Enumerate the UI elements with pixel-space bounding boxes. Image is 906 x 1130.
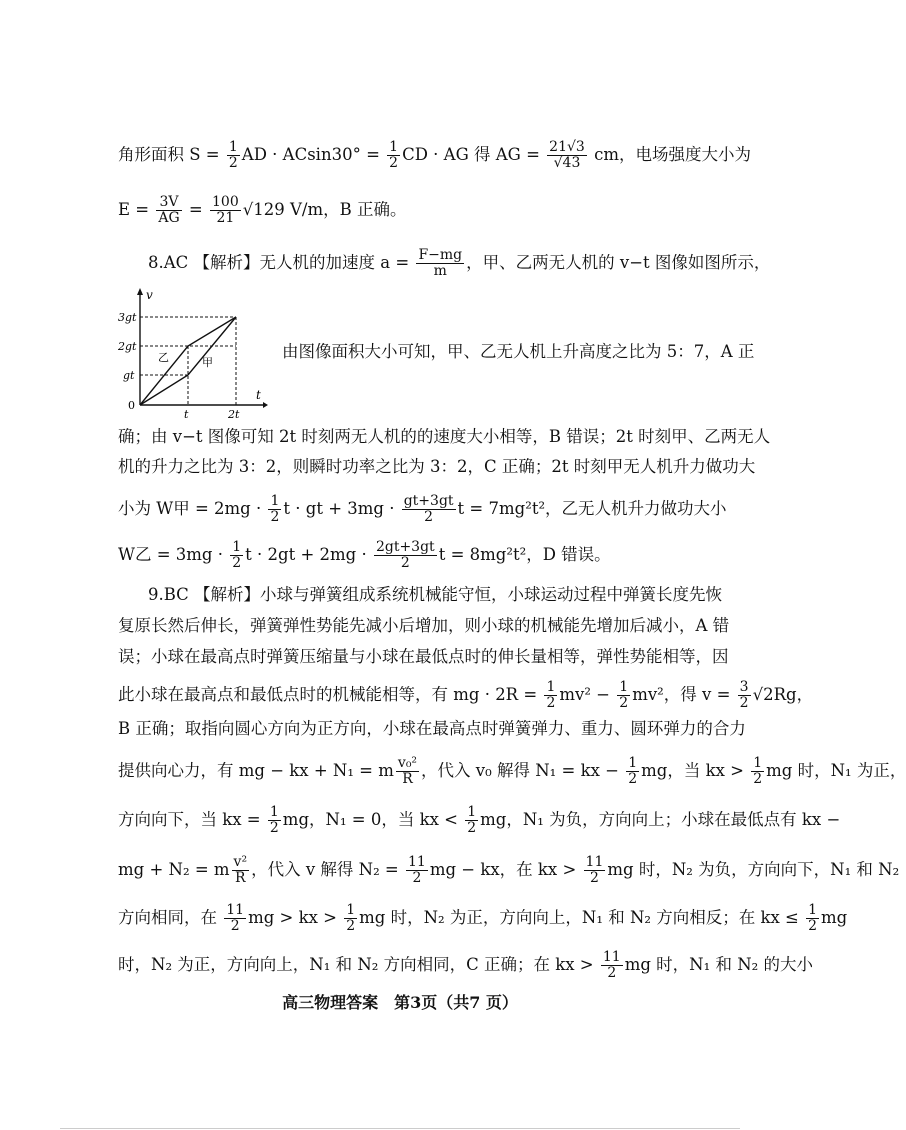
y-tick-label: gt [123, 369, 135, 382]
fraction: $\frac{3V}{AG}$ [158, 194, 180, 226]
fraction: $\frac{\text{v₀²}}{R}$ [397, 755, 418, 787]
text-line-1 [118, 139, 751, 171]
bottom-divider [60, 1128, 740, 1129]
text-line-4: 由图像面积大小可知，甲、乙无人机上升高度之比为 5：7，A 正 [282, 342, 755, 361]
fraction: $\frac{11}{2}$ [602, 949, 621, 981]
series-label-jia: 甲 [202, 356, 213, 369]
text-segment: E = [118, 200, 155, 219]
x-tick-label: t [184, 408, 189, 421]
text-segment: cm，电场强度大小为 [588, 145, 751, 164]
fraction: $\frac{1}{2}$ [346, 902, 356, 934]
fraction: $\frac{11}{2}$ [585, 854, 604, 886]
fraction: $\frac{\text{v²}}{R}$ [233, 854, 248, 886]
fraction: $\frac{1}{2}$ [270, 493, 280, 525]
text-line-15: 方向向下，当 kx = $\frac{1}{2}$ mg，N₁ = 0，当 kx < $\frac{1}{2}$ mg，N₁ 为负，方向向上；小球在最低点有 kx − [118, 804, 841, 836]
text-segment: ，甲、乙两无人机的 v−t 图像如图所示， [466, 253, 771, 272]
text-line-6: 机的升力之比为 3：2，则瞬时功率之比为 3：2，C 正确；2t 时刻甲无人机升力做功大 [118, 457, 756, 476]
fraction: $\frac{2gt+3gt}{2}$ [375, 539, 435, 571]
text-segment: 8.AC 【解析】无人机的加速度 a = [148, 253, 415, 272]
t-axis-arrow [263, 402, 268, 408]
fraction: $\frac{3}{2}$ [739, 679, 749, 711]
fraction: $\frac{100}{21}$ [212, 194, 239, 226]
text-line-18: 时，N₂ 为正，方向向上，N₁ 和 N₂ 方向相同，C 正确；在 kx > $\frac{11}{2}$ mg 时，N₁ 和 N₂ 的大小 [118, 949, 813, 981]
fraction: $\frac{1}{2}$ [228, 139, 238, 171]
origin-label: 0 [128, 399, 135, 412]
fraction: $\frac{21√3}{√43}$ [549, 139, 585, 171]
y-tick-label: 2gt [118, 340, 137, 353]
text-segment: CD · AG 得 AG = [402, 145, 546, 164]
fraction: $\frac{1}{2}$ [619, 679, 629, 711]
text-line-9: 9.BC 【解析】小球与弹簧组成系统机械能守恒，小球运动过程中弹簧长度先恢 [148, 585, 723, 604]
fraction: $\frac{1}{2}$ [269, 804, 279, 836]
text-line-3 [148, 247, 771, 279]
fraction: $\frac{1}{2}$ [808, 902, 818, 934]
v-axis-label: v [146, 288, 153, 302]
text-line-14: 提供向心力，有 mg − kx + N₁ = m $\frac{\text{v₀²}}{R}$ ，代入 v₀ 解得 N₁ = kx − $\frac{1}{2}$ mg，当 kx > $\frac{1}{2}$ mg 时，N₁ 为正， [118, 755, 906, 787]
page-footer: 高三物理答案 第3页（共7 页） [282, 993, 518, 1012]
text-line-12: 此小球在最高点和最低点时的机械能相等，有 mg · 2R = $\frac{1}{2}$ mv² − $\frac{1}{2}$ mv²，得 v = $\frac{3}{2}$ √2Rg， [118, 679, 814, 711]
fraction: $\frac{11}{2}$ [226, 902, 245, 934]
text-line-10: 复原长然后伸长，弹簧弹性势能先减小后增加，则小球的机械能先增加后减小，A 错 [118, 616, 730, 635]
series-label-yi: 乙 [158, 351, 169, 364]
fraction: $\frac{1}{2}$ [753, 755, 763, 787]
fraction: $\frac{1}{2}$ [467, 804, 477, 836]
fraction: $\frac{gt+3gt}{2}$ [403, 493, 454, 525]
text-line-2 [118, 195, 695, 226]
text-line-16: mg + N₂ = m $\frac{\text{v²}}{R}$ ，代入 v 解得 N₂ = $\frac{11}{2}$ mg − kx，在 kx > $\frac{11}{2}$ mg 时，N₂ 为负，方向向下，N₁ 和 N₂ [118, 854, 900, 886]
text-segment: √129 V/m，B 正确。 [242, 200, 407, 219]
fraction: $\frac{1}{2}$ [546, 679, 556, 711]
text-line-5: 确；由 v−t 图像可知 2t 时刻两无人机的的速度大小相等，B 错误；2t 时刻甲、乙两无人 [118, 427, 771, 446]
text-line-17: 方向相同，在 $\frac{11}{2}$ mg > kx > $\frac{1}{2}$ mg 时，N₂ 为正，方向向上，N₁ 和 N₂ 方向相反；在 kx ≤ $\frac{1}{2}$ mg [118, 902, 848, 934]
text-segment: AD · ACsin30° = [241, 145, 386, 164]
fraction: $\frac{1}{2}$ [628, 755, 638, 787]
text-segment: 角形面积 S = [118, 145, 225, 164]
text-line-13: B 正确；取指向圆心方向为正方向，小球在最高点时弹簧弹力、重力、圆环弹力的合力 [118, 719, 746, 738]
fraction: $\frac{1}{2}$ [389, 139, 399, 171]
text-line-11: 误；小球在最高点时弹簧压缩量与小球在最低点时的伸长量相等，弹性势能相等，因 [118, 647, 729, 666]
fraction: $\frac{11}{2}$ [408, 854, 426, 886]
x-tick-label: 2t [228, 408, 240, 421]
t-axis-label: t [256, 388, 261, 402]
fraction: $\frac{F-mg}{m}$ [418, 247, 463, 279]
text-segment: = [183, 200, 208, 219]
text-line-7: 小为 W甲 = 2mg · $\frac{1}{2}$ t · gt + 3mg · $\frac{gt+3gt}{2}$ t = 7mg²t²，乙无人机升力做功大小 [118, 493, 727, 525]
text-line-8: W乙 = 3mg · $\frac{1}{2}$ t · 2gt + 2mg · $\frac{2gt+3gt}{2}$ t = 8mg²t²，D 错误。 [118, 539, 611, 571]
y-tick-label: 3gt [118, 311, 137, 324]
v-axis-arrow [137, 288, 143, 295]
fraction: $\frac{1}{2}$ [232, 539, 242, 571]
v-t-graph [118, 285, 268, 420]
